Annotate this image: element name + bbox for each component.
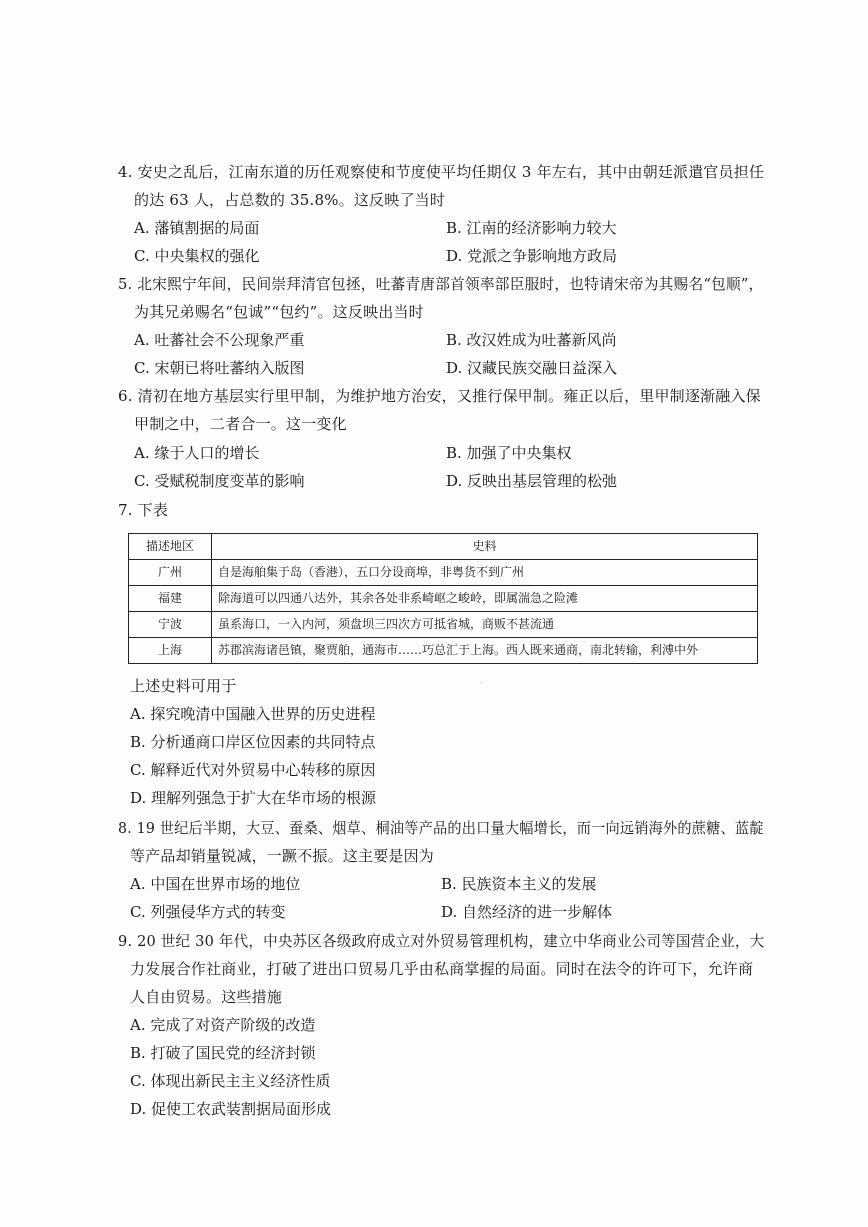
- question-6-option-d: D. 反映出基层管理的松弛: [446, 472, 618, 490]
- question-5-option-c: C. 宋朝已将吐蕃纳入版图: [134, 359, 305, 377]
- source-table: [128, 533, 758, 664]
- table-cell-source: 除海道可以四通八达外，其余各处非系崎岖之峻岭，即属湍急之险滩: [212, 586, 758, 612]
- table-cell-region: 广州: [129, 560, 212, 586]
- question-7-after-text: 上述史料可用于: [130, 677, 237, 695]
- question-7-stem: 7. 下表: [118, 501, 169, 519]
- scan-smudge: ·: [480, 678, 484, 689]
- table-header-source: 史料: [212, 534, 758, 560]
- question-5-stem-line-2: 为其兄弟赐名“包诚”“包约”。这反映出当时: [134, 303, 424, 321]
- question-7-option-a: A. 探究晚清中国融入世界的历史进程: [130, 705, 376, 723]
- table-cell-source: 苏郡滨海诸邑镇，聚贾舶，通海市……巧总汇于上海。西人既来通商，南北转输，利溥中外: [212, 638, 758, 664]
- question-8-stem-line-2: 等产品却销量锐减，一蹶不振。这主要是因为: [130, 847, 435, 865]
- question-7-option-b: B. 分析通商口岸区位因素的共同特点: [130, 733, 376, 751]
- table-row: [129, 612, 758, 638]
- question-8-option-d: D. 自然经济的进一步解体: [441, 903, 613, 921]
- question-4-stem-line-2: 的达 63 人，占总数的 35.8%。这反映了当时: [134, 191, 446, 209]
- question-8-option-a: A. 中国在世界市场的地位: [130, 875, 301, 893]
- table-cell-region: 宁波: [129, 612, 212, 638]
- table-row: [129, 586, 758, 612]
- question-7-option-d: D. 理解列强急于扩大在华市场的根源: [130, 789, 377, 807]
- question-7-option-c: C. 解释近代对外贸易中心转移的原因: [130, 761, 376, 779]
- question-6-stem-line-1: 6. 清初在地方基层实行里甲制，为维护地方治安，又推行保甲制。雍正以后，里甲制逐渐融入保: [118, 387, 761, 405]
- table-row: [129, 638, 758, 664]
- question-4-option-c: C. 中央集权的强化: [134, 247, 260, 265]
- question-5-stem-line-1: 5. 北宋熙宁年间，民间崇拜清官包拯，吐蕃青唐部首领率部臣服时，也特请宋帝为其赐名“包顺”，: [118, 275, 764, 293]
- question-9-option-b: B. 打破了国民党的经济封锁: [130, 1044, 316, 1062]
- question-9-option-a: A. 完成了对资产阶级的改造: [130, 1016, 316, 1034]
- table-cell-region: 上海: [129, 638, 212, 664]
- question-8-option-b: B. 民族资本主义的发展: [441, 875, 597, 893]
- question-5-option-b: B. 改汉姓成为吐蕃新风尚: [446, 331, 617, 349]
- question-9-stem-line-2: 力发展合作社商业，打破了进出口贸易几乎由私商掌握的局面。同时在法令的许可下，允许商: [130, 960, 754, 978]
- question-6-stem-line-2: 甲制之中，二者合一。这一变化: [134, 415, 347, 433]
- table-header-region: 描述地区: [129, 534, 212, 560]
- question-6-option-c: C. 受赋税制度变革的影响: [134, 472, 305, 490]
- question-9-option-c: C. 体现出新民主主义经济性质: [130, 1072, 331, 1090]
- table-cell-region: 福建: [129, 586, 212, 612]
- table-cell-source: 自是海舶集于岛（香港），五口分设商埠，非粤货不到广州: [212, 560, 758, 586]
- question-5-option-a: A. 吐蕃社会不公现象严重: [134, 331, 305, 349]
- question-4-option-d: D. 党派之争影响地方政局: [446, 247, 618, 265]
- question-4-option-a: A. 藩镇割据的局面: [134, 219, 260, 237]
- question-6-option-a: A. 缘于人口的增长: [134, 444, 260, 462]
- table-header-row: [129, 534, 758, 560]
- table-row: [129, 560, 758, 586]
- question-6-option-b: B. 加强了中央集权: [446, 444, 572, 462]
- question-9-stem-line-3: 人自由贸易。这些措施: [130, 988, 283, 1006]
- question-8-option-c: C. 列强侵华方式的转变: [130, 903, 286, 921]
- question-4-option-b: B. 江南的经济影响力较大: [446, 219, 617, 237]
- table-cell-source: 虽系海口，一入内河，须盘坝三四次方可抵省城，商贩不甚流通: [212, 612, 758, 638]
- question-4-stem-line-1: 4. 安史之乱后，江南东道的历任观察使和节度使平均任期仅 3 年左右，其中由朝廷派遣官员担任: [118, 163, 765, 181]
- question-5-option-d: D. 汉藏民族交融日益深入: [446, 359, 618, 377]
- question-9-option-d: D. 促使工农武装割据局面形成: [130, 1100, 332, 1118]
- question-9-stem-line-1: 9. 20 世纪 30 年代，中央苏区各级政府成立对外贸易管理机构，建立中华商业公司等国营企业，大: [118, 932, 765, 950]
- question-8-stem-line-1: 8. 19 世纪后半期，大豆、蚕桑、烟草、桐油等产品的出口量大幅增长，而一向远销海外的蔗糖、蓝靛: [118, 819, 764, 837]
